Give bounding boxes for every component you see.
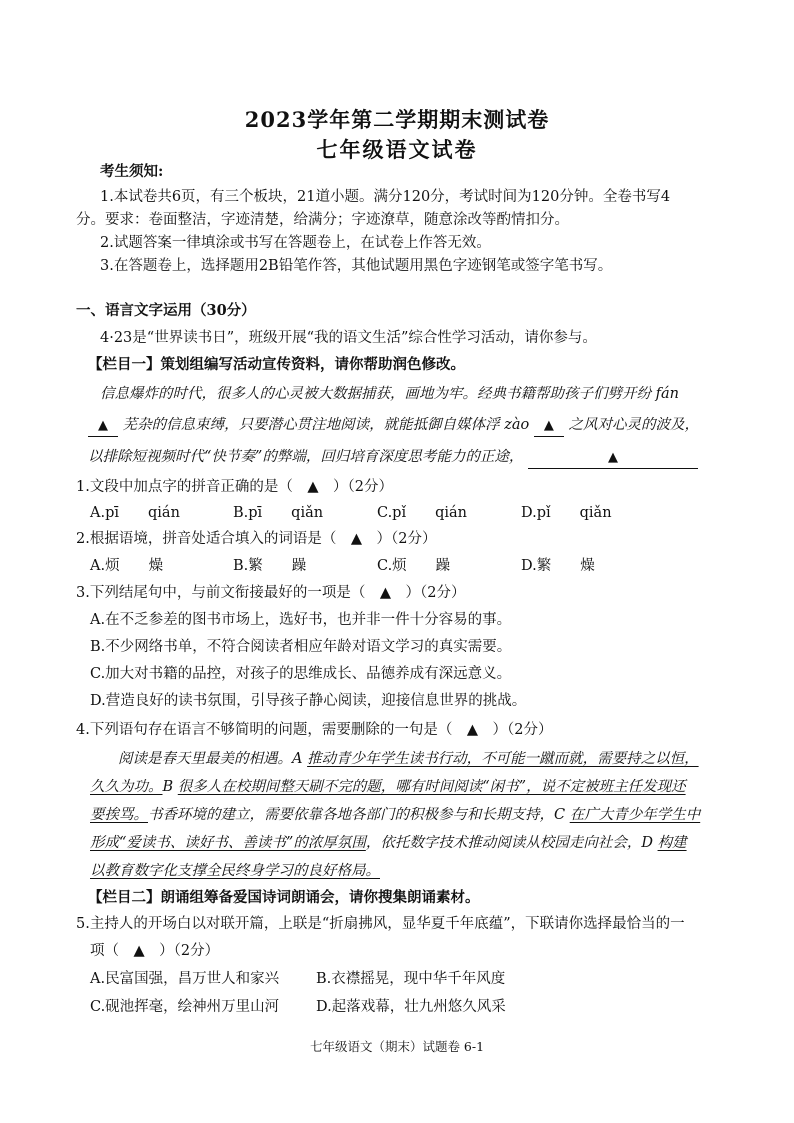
blank-1: ▲ [88,416,118,437]
passage-line-2-text: 芜杂的信息束缚，只要潜心贯注地阅读，就能抵御自媒体浮 zào [122,417,530,433]
page-footer: 七年级语文（期末）试题卷 6-1 [309,1039,485,1054]
activity-intro: 4·23是“世界读书日”，班级开展“我的语文生活”综合性学习活动，请你参与。 [100,330,597,346]
q4-line1-lead: 阅读是春天里最美的相遇。A [118,751,308,767]
passage-line-2 [88,415,699,437]
blank-2: ▲ [534,416,564,437]
notice-item-1b: 分。要求：卷面整洁，字迹清楚，给满分；字迹潦草，随意涂改等酌情扣分。 [76,212,569,228]
q4-sentence-a-cont: 久久为功。 [90,779,163,795]
notice-item-1a: 1.本试卷共6页，有三个板块，21道小题。满分120分，考试时间为120分钟。全卷书写4 [100,189,671,205]
column1-heading: 【栏目一】策划组编写活动宣传资料，请你帮助润色修改。 [88,356,465,373]
passage-line-2-tail: 之风对心灵的波及， [568,417,699,433]
q1-option-c: C.pǐ qián [377,505,468,521]
q3-option-a: A.在不乏参差的图书市场上，选好书，也并非一件十分容易的事。 [90,612,512,628]
q5-option-d: D.起落戏幕，壮九州悠久风采 [316,999,506,1015]
exam-title: 2023学年第二学期期末测试卷 [244,107,550,132]
q2-option-c: C.烦 躁 [377,558,451,574]
question-4-stem: 4.下列语句存在语言不够简明的问题，需要删除的一句是（ ▲ ）（2分） [76,722,553,738]
q4-mid-text-2: ，依托数字技术推动阅读从校园走向社会，D [365,835,658,851]
q5-option-b: B.衣襟摇晃，现中华千年风度 [316,971,506,987]
q4-sentence-b-cont: 要挨骂。 [90,807,148,823]
exam-subtitle: 七年级语文试卷 [316,137,478,162]
notice-item-2: 2.试题答案一律填涂或书写在答题卷上，在试卷上作答无效。 [100,235,491,251]
column2-heading: 【栏目二】朗诵组筹备爱国诗词朗诵会，请你搜集朗诵素材。 [88,889,480,906]
q3-option-c: C.加大对书籍的品控，对孩子的思维成长、品德养成有深远意义。 [90,666,512,682]
q2-option-a: A.烦 燥 [90,558,164,574]
q4-sentence-d: 构建 [657,835,687,851]
q5-option-c: C.砚池挥毫，绘神州万里山河 [90,999,280,1015]
passage-line-3 [88,447,698,469]
q2-option-b: B.繁 躁 [233,558,307,574]
question-1-stem: 1.文段中加点字的拼音正确的是（ ▲ ）（2分） [76,479,393,495]
q1-option-d: D.pǐ qiǎn [521,505,612,521]
q3-option-b: B.不少网络书单，不符合阅读者相应年龄对语文学习的真实需要。 [90,639,512,655]
q4-passage-line-5 [90,861,380,881]
q4-mid-text: 书香环境的建立，需要依靠各地各部门的积极参与和长期支持，C [148,807,570,823]
q4-label-b: B [162,779,178,795]
q4-passage-line-4 [90,833,687,853]
passage-line-1: 信息爆炸的时代，很多人的心灵被大数据捕获，画地为牢。经典书籍帮助孩子们劈开纷 fán [100,386,679,402]
question-5-stem-2: 项（ ▲ ）（2分） [90,943,220,959]
q4-sentence-c: 在广大青少年学生中 [569,807,701,823]
q4-passage-line-3 [90,805,700,825]
q4-sentence-d-cont: 以教育数字化支撑全民终身学习的良好格局。 [90,863,380,879]
q4-sentence-a: 推动青少年学生读书行动，不可能一蹴而就，需要持之以恒， [307,751,699,767]
section1-heading: 一、语言文字运用（30分） [76,302,256,319]
question-5-stem-1: 5.主持人的开场白以对联开篇，上联是“折扇拂风，显华夏千年底蕴”，下联请你选择最恰当的一 [76,916,685,932]
q4-passage-line-2 [90,777,686,797]
q5-option-a: A.民富国强，昌万世人和家兴 [90,971,280,987]
q3-option-d: D.营造良好的读书氛围，引导孩子静心阅读，迎接信息世界的挑战。 [90,693,527,709]
passage-line-3-text: 以排除短视频时代“快节奏”的弊端，回归培育深度思考能力的正途， [88,449,524,465]
q4-passage-line-1 [118,749,699,769]
q2-option-d: D.繁 燥 [521,558,595,574]
q4-sentence-c-cont: 形成“爱读书、读好书、善读书”的浓厚氛围 [90,835,366,851]
q4-sentence-b: 很多人在校期间整天刷不完的题，哪有时间阅读“闲书”，说不定被班主任发现还 [177,779,686,795]
blank-3: ▲ [528,448,698,469]
question-2-stem: 2.根据语境，拼音处适合填入的词语是（ ▲ ）（2分） [76,531,437,547]
notice-heading: 考生须知: [100,163,164,180]
q1-option-b: B.pī qiǎn [233,505,324,521]
q1-option-a: A.pī qián [90,505,180,521]
question-3-stem: 3.下列结尾句中，与前文衔接最好的一项是（ ▲ ）（2分） [76,585,466,601]
notice-item-3: 3.在答题卷上，选择题用2B铅笔作答，其他试题用黑色字迹钢笔或签字笔书写。 [100,258,613,274]
